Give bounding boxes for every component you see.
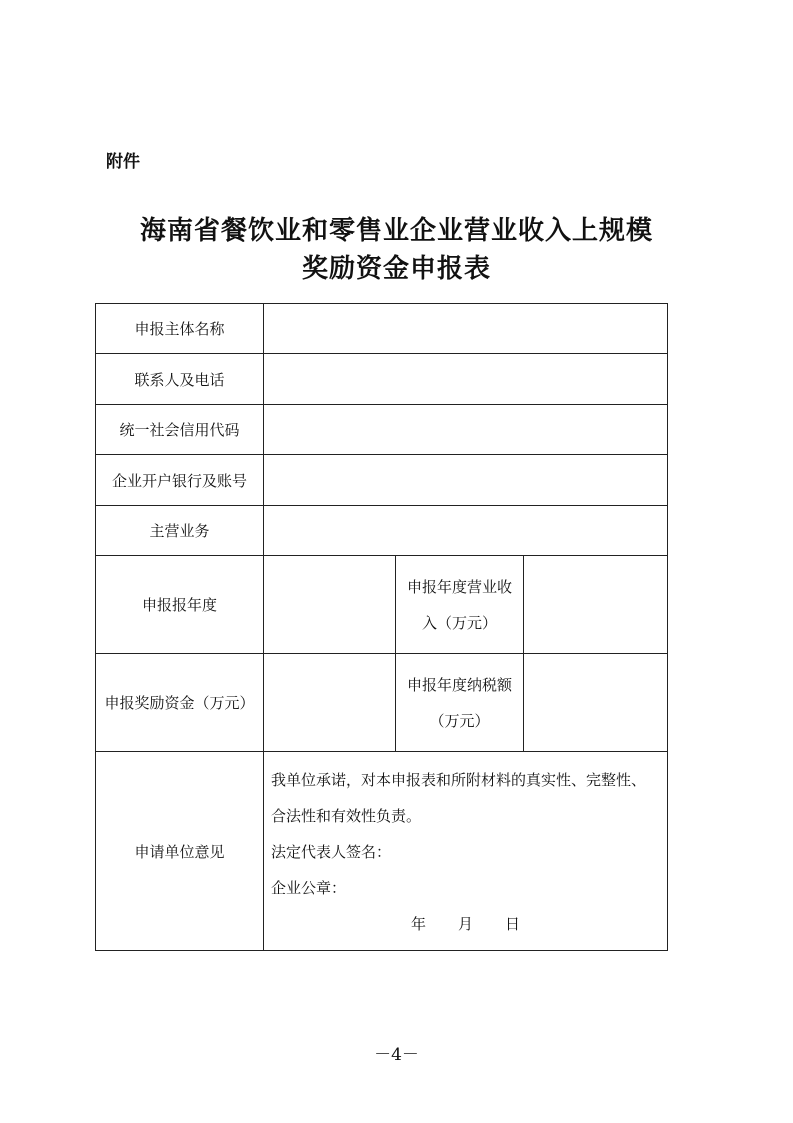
- revenue-label: [396, 556, 524, 654]
- company-seal-label: 企业公章：: [271, 879, 347, 897]
- contact-field[interactable]: [264, 354, 668, 405]
- main-business-field[interactable]: [264, 506, 668, 556]
- report-year-label: 申报报年度: [96, 556, 264, 654]
- opinion-cell[interactable]: [264, 752, 668, 951]
- table-row: [96, 556, 668, 654]
- tax-label-line1: 申报年度纳税额: [406, 675, 512, 694]
- commitment-text-line2: 合法性和有效性负责。: [271, 807, 422, 825]
- table-row: [96, 654, 668, 752]
- table-row: [96, 506, 668, 556]
- entity-name-label: 申报主体名称: [96, 304, 264, 354]
- bank-account-field[interactable]: [264, 455, 668, 506]
- reward-amount-label: 申报奖励资金（万元）: [96, 654, 264, 752]
- page-number: －4－: [374, 1045, 419, 1065]
- table-row: [96, 405, 668, 455]
- legal-rep-signature-label: 法定代表人签名：: [271, 843, 392, 861]
- revenue-label-line1: 申报年度营业收: [406, 577, 512, 596]
- tax-label: [396, 654, 524, 752]
- revenue-label-line2: 入（万元）: [421, 613, 497, 632]
- form-title-line1: 海南省餐饮业和零售业企业营业收入上规模: [139, 216, 653, 246]
- bank-account-label: 企业开户银行及账号: [96, 455, 264, 506]
- credit-code-field[interactable]: [264, 405, 668, 455]
- tax-field[interactable]: [524, 654, 668, 752]
- revenue-field[interactable]: [524, 556, 668, 654]
- date-day-label: 日: [505, 915, 521, 933]
- reward-amount-field[interactable]: [264, 654, 396, 752]
- credit-code-label: 统一社会信用代码: [96, 405, 264, 455]
- date-line: [271, 906, 661, 942]
- application-form-table: [95, 303, 668, 951]
- commitment-text-line1: 我单位承诺，对本申报表和所附材料的真实性、完整性、: [271, 771, 647, 789]
- table-row: [96, 304, 668, 354]
- table-row: [96, 455, 668, 506]
- attachment-label: 附件: [106, 152, 140, 172]
- date-month-label: 月: [458, 915, 474, 933]
- date-year-label: 年: [411, 915, 427, 933]
- report-year-field[interactable]: [264, 556, 396, 654]
- opinion-label: 申请单位意见: [96, 752, 264, 951]
- entity-name-field[interactable]: [264, 304, 668, 354]
- table-row: [96, 752, 668, 951]
- contact-label: 联系人及电话: [96, 354, 264, 405]
- tax-label-line2: （万元）: [429, 711, 490, 730]
- form-title-line2: 奖励资金申报表: [301, 254, 491, 284]
- main-business-label: 主营业务: [96, 506, 264, 556]
- table-row: [96, 354, 668, 405]
